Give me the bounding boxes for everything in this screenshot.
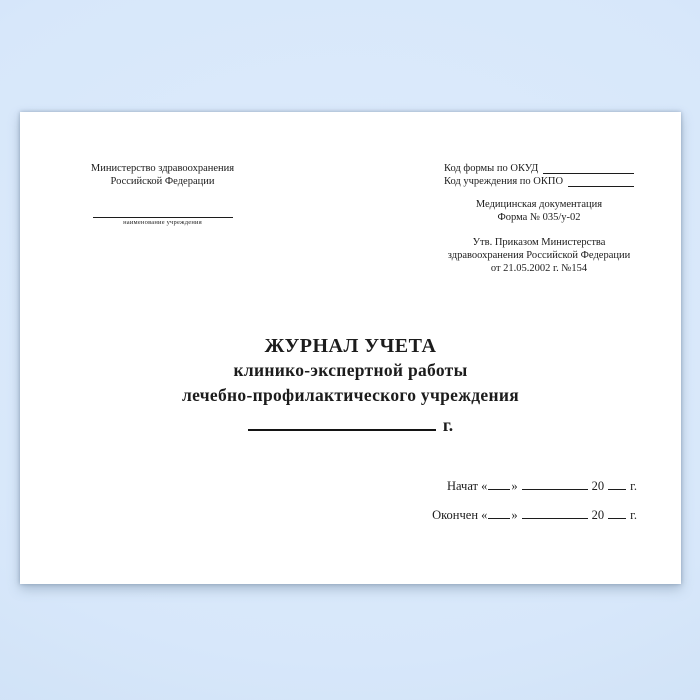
journal-title-line3: лечебно-профилактического учреждения [181,385,519,405]
okpo-code-row [444,175,634,188]
title-year-suffix: г. [442,415,454,435]
approval-line2: здравоохранения Российской Федерации [447,250,631,261]
doc-type-label: Медицинская документация [475,199,603,210]
ministry-line2: Российской Федерации [110,176,215,187]
okud-code-row [444,162,634,175]
form-number-label: Форма № 035/у-02 [497,212,581,223]
okud-label: Код формы по ОКУД [444,163,539,174]
finished-year-suffix: г. [630,508,637,522]
okud-blank-line [543,164,634,174]
title-year-row [20,413,681,437]
started-row [432,478,637,494]
organization-name-blank-line [93,217,233,218]
journal-title-block [20,334,681,437]
finished-quote-open: « [481,508,488,522]
ministry-block [60,162,265,227]
organization-name-caption: наименование учреждения [123,219,202,226]
finished-row [432,507,637,523]
finished-year-blank [608,507,626,519]
started-century: 20 [591,479,605,493]
finished-month-blank [522,507,588,519]
started-month-blank [522,478,588,490]
finished-label: Окончен [432,508,479,522]
form-codes-block [444,162,634,275]
started-quote-close: » [511,479,518,493]
ministry-line1: Министерство здравоохранения [90,163,235,174]
approval-block [444,236,634,275]
medical-documentation-block [444,198,634,224]
started-quote-open: « [481,479,488,493]
okpo-blank-line [568,177,634,187]
approval-line1: Утв. Приказом Министерства [472,237,606,248]
journal-cover-sheet [20,112,681,584]
dates-block [432,478,637,536]
journal-title-line2: клинико-экспертной работы [233,360,468,380]
started-day-blank [488,478,510,490]
finished-quote-close: » [511,508,518,522]
title-year-blank-line [248,416,436,431]
finished-century: 20 [591,508,605,522]
started-label: Начат [446,479,479,493]
okpo-label: Код учреждения по ОКПО [444,176,564,187]
approval-line3: от 21.05.2002 г. №154 [490,263,588,274]
started-year-blank [608,478,626,490]
started-year-suffix: г. [630,479,637,493]
finished-day-blank [488,507,510,519]
journal-title-line1: ЖУРНАЛ УЧЕТА [264,335,437,357]
